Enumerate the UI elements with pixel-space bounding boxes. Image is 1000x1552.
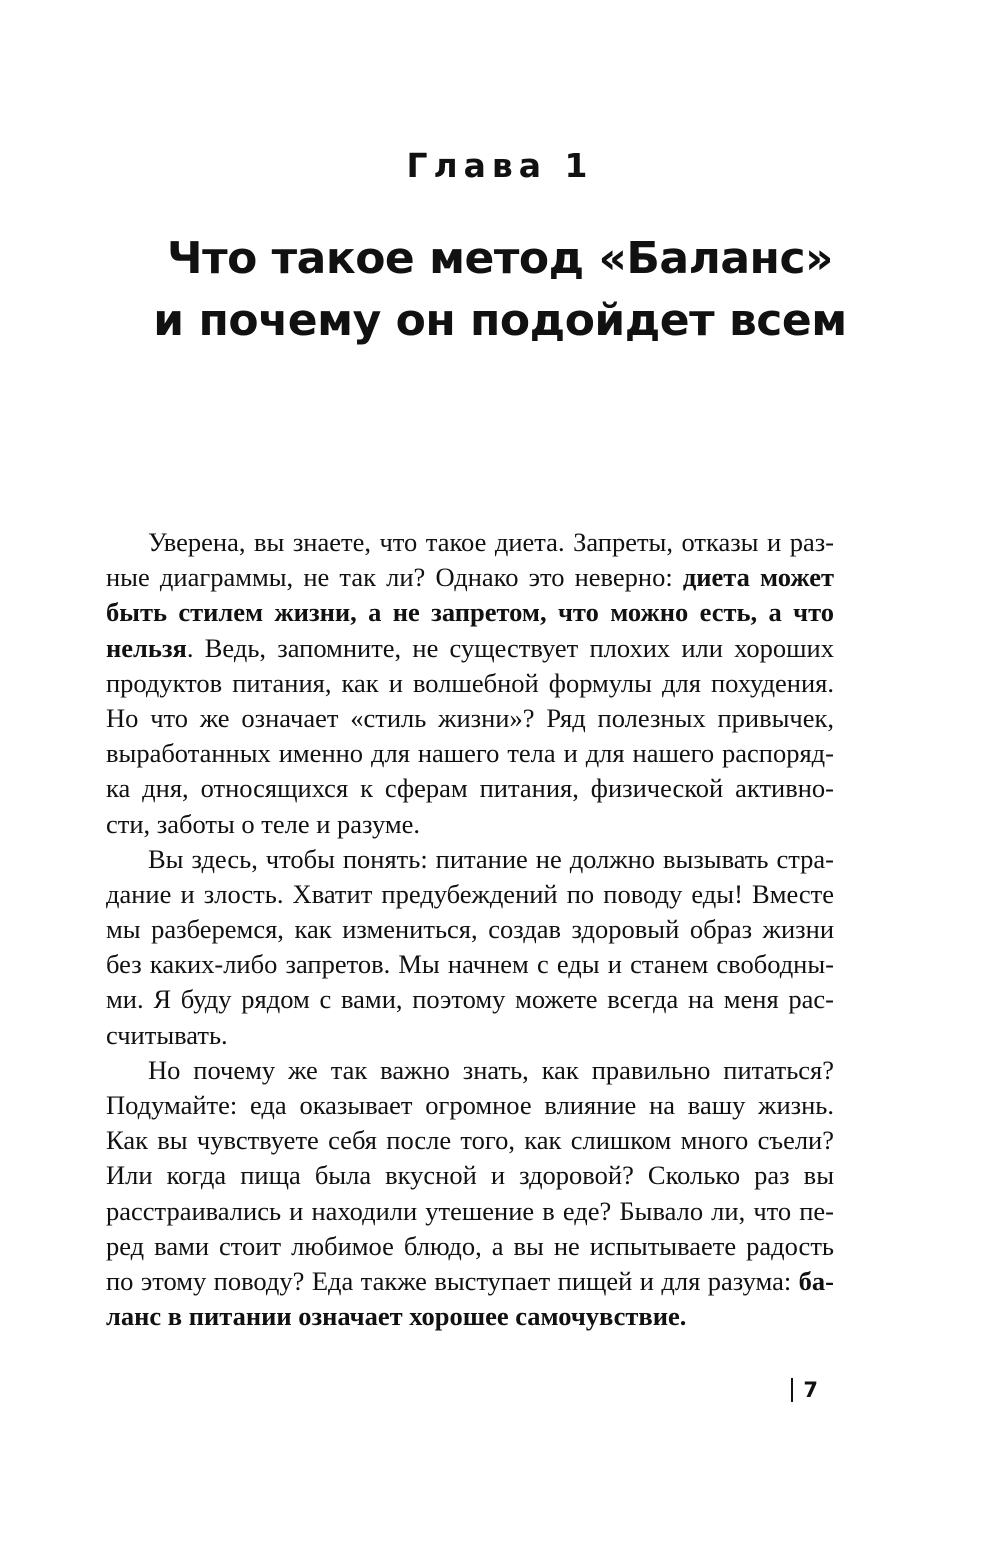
text-line: Но что же означает «стиль жизни»? Ряд полезных привычек,	[106, 702, 834, 733]
text-line: Как вы чувствуете себя после того, как слишком много съели?	[106, 1125, 834, 1156]
text-line: Но почему же так важно знать, как правильно питаться?	[148, 1054, 834, 1085]
text-line: Подумайте: еда оказывает огромное влияние на вашу жизнь.	[106, 1090, 834, 1120]
chapter-title-line: Что такое метод «Баланс»	[167, 233, 833, 284]
text-line: выработанных именно для нашего тела и для нашего распоряд-	[106, 738, 834, 769]
text-line: продуктов питания, как и волшебной формулы для похудения.	[106, 667, 834, 698]
emphasis: диета может	[682, 562, 834, 593]
body-text	[106, 525, 834, 1334]
text-line	[106, 1299, 834, 1334]
page-number-value: 7	[803, 1378, 818, 1402]
text-line: Уверена, вы знаете, что такое диета. Запреты, отказы и раз-	[148, 527, 834, 557]
text-line: ред вами стоит любимое блюдо, а вы не испытываете радость	[106, 1230, 834, 1261]
text-line: без каких-либо запретов. Мы начнем с еды и станем свободны-	[106, 949, 834, 980]
text-line: дание и злость. Хватит предубеждений по поводу еды! Вместе	[106, 878, 834, 909]
page-number	[791, 1378, 818, 1402]
emphasis: ланс в питании означает хорошее самочувствие.	[106, 1301, 687, 1332]
text-line: ные диаграммы, не так ли? Однако это неверно: диета может	[106, 562, 834, 593]
text-line: нельзя. Ведь, запомните, не существует плохих или хороших	[106, 632, 834, 663]
emphasis: нельзя	[106, 632, 187, 663]
folio-divider	[791, 1378, 793, 1402]
emphasis: ба-	[798, 1265, 834, 1296]
text-line: Вы здесь, чтобы понять: питание не должно вызывать стра-	[148, 843, 834, 874]
text-line: сти, заботы о теле и разуме.	[106, 808, 421, 839]
text-line: расстраивались и находили утешение в еде? Бывало ли, что пе-	[106, 1195, 834, 1226]
emphasis: быть стилем жизни, а не запретом, что можно есть, а что	[106, 597, 834, 628]
chapter-title-line: и почему он подойдет всем	[153, 295, 847, 346]
chapter-title	[0, 228, 1000, 352]
text-line: ка дня, относящихся к сферам питания, физической активно-	[106, 773, 834, 804]
text-line: Или когда пища была вкусной и здоровой? Сколько раз вы	[106, 1160, 834, 1191]
chapter-label: Глава 1	[406, 146, 594, 185]
text-line: мы разберемся, как измениться, создав здоровый образ жизни	[106, 914, 834, 945]
text-line: по этому поводу? Еда также выступает пищей и для разума: ба-	[106, 1265, 834, 1296]
text-line	[106, 595, 834, 630]
text-line: считывать.	[106, 1019, 228, 1050]
text-line: ми. Я буду рядом с вами, поэтому можете всегда на меня рас-	[106, 984, 834, 1015]
